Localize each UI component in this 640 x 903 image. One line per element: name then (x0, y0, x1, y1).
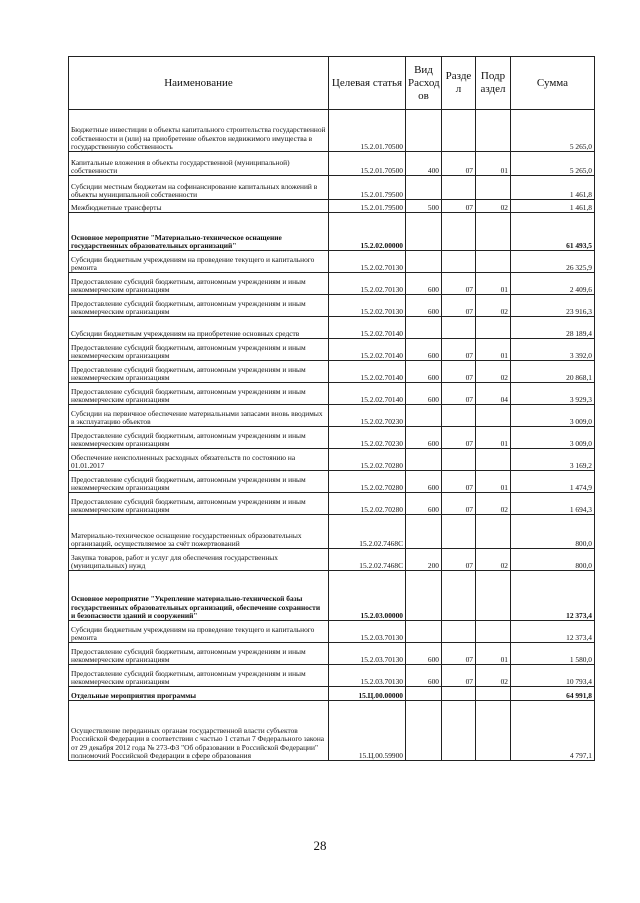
cell-name: Основное мероприятие "Укрепление материально-технической базы государственных образовательных организаций, обеспечение сохранности и безопасности зданий и сооружений" (69, 571, 329, 621)
table-row (69, 427, 595, 449)
cell-code: 15.Ц.00.00000 (329, 687, 406, 701)
cell-subsection (476, 701, 511, 761)
cell-expense-type (406, 701, 442, 761)
cell-sum: 23 916,3 (511, 295, 595, 317)
cell-expense-type: 400 (406, 152, 442, 176)
cell-subsection: 02 (476, 200, 511, 213)
cell-subsection: 02 (476, 549, 511, 571)
cell-name: Субсидии местным бюджетам на софинансирование капитальных вложений в объекты муниципальной собственности (69, 176, 329, 200)
cell-name: Капитальные вложения в объекты государственной (муниципальной) собственности (69, 152, 329, 176)
table-row (69, 295, 595, 317)
table-row (69, 317, 595, 339)
header-code: Целевая статья (329, 57, 406, 110)
cell-expense-type: 600 (406, 383, 442, 405)
cell-section (442, 515, 476, 549)
cell-name: Предоставление субсидий бюджетным, автономным учреждениям и иным некоммерческим организациям (69, 383, 329, 405)
cell-name: Предоставление субсидий бюджетным, автономным учреждениям и иным некоммерческим организациям (69, 361, 329, 383)
cell-name: Отдельные мероприятия программы (69, 687, 329, 701)
cell-section: 07 (442, 549, 476, 571)
cell-expense-type: 200 (406, 549, 442, 571)
cell-expense-type: 600 (406, 427, 442, 449)
cell-name: Субсидии бюджетным учреждениям на проведение текущего и капитального ремонта (69, 251, 329, 273)
cell-code: 15.2.03.70130 (329, 621, 406, 643)
cell-sum: 2 409,6 (511, 273, 595, 295)
cell-code: 15.2.02.70140 (329, 361, 406, 383)
cell-section: 07 (442, 295, 476, 317)
cell-expense-type: 600 (406, 643, 442, 665)
cell-subsection (476, 110, 511, 152)
cell-name: Осуществление переданных органам государственной власти субъектов Российской Федерации в соответствии с частью 1 статьи 7 Федерального закона от 29 декабря 2012 года № 273-ФЗ "Об образовании в Российской Федерации" полномочий Российской Федерации в сфере образования (69, 701, 329, 761)
cell-code: 15.2.01.70500 (329, 152, 406, 176)
cell-subsection: 01 (476, 273, 511, 295)
cell-section: 07 (442, 427, 476, 449)
header-sum: Сумма (511, 57, 595, 110)
cell-name: Предоставление субсидий бюджетным, автономным учреждениям и иным некоммерческим организациям (69, 493, 329, 515)
cell-name: Субсидии на первичное обеспечение материальными запасами вновь вводимых в эксплуатацию объектов (69, 405, 329, 427)
cell-code: 15.2.01.79500 (329, 200, 406, 213)
cell-expense-type (406, 317, 442, 339)
budget-table (68, 56, 595, 761)
cell-expense-type (406, 213, 442, 251)
cell-expense-type: 600 (406, 295, 442, 317)
table-row (69, 251, 595, 273)
cell-section: 07 (442, 200, 476, 213)
cell-subsection: 02 (476, 493, 511, 515)
cell-name: Субсидии бюджетным учреждениям на приобретение основных средств (69, 317, 329, 339)
cell-code: 15.2.02.70130 (329, 251, 406, 273)
cell-sum: 5 265,0 (511, 152, 595, 176)
cell-name: Закупка товаров, работ и услуг для обеспечения государственных (муниципальных) нужд (69, 549, 329, 571)
cell-expense-type: 600 (406, 665, 442, 687)
cell-section: 07 (442, 361, 476, 383)
cell-section (442, 317, 476, 339)
cell-sum: 3 929,3 (511, 383, 595, 405)
cell-expense-type: 600 (406, 493, 442, 515)
cell-section: 07 (442, 383, 476, 405)
cell-name: Обеспечение неисполненных расходных обязательств по состоянию на 01.01.2017 (69, 449, 329, 471)
table-row (69, 549, 595, 571)
cell-sum: 10 793,4 (511, 665, 595, 687)
cell-code: 15.2.02.70280 (329, 449, 406, 471)
cell-section (442, 571, 476, 621)
cell-subsection (476, 213, 511, 251)
table-row (69, 493, 595, 515)
cell-expense-type (406, 251, 442, 273)
cell-code: 15.Ц.00.59900 (329, 701, 406, 761)
cell-sum: 1 474,9 (511, 471, 595, 493)
cell-expense-type: 600 (406, 339, 442, 361)
cell-name: Субсидии бюджетным учреждениям на проведение текущего и капитального ремонта (69, 621, 329, 643)
cell-code: 15.2.02.70140 (329, 317, 406, 339)
table-row (69, 405, 595, 427)
cell-subsection: 01 (476, 152, 511, 176)
table-row (69, 571, 595, 621)
cell-section: 07 (442, 273, 476, 295)
cell-name: Предоставление субсидий бюджетным, автономным учреждениям и иным некоммерческим организациям (69, 471, 329, 493)
cell-code: 15.2.03.00000 (329, 571, 406, 621)
cell-sum: 3 392,0 (511, 339, 595, 361)
cell-subsection (476, 621, 511, 643)
cell-expense-type: 600 (406, 361, 442, 383)
table-row (69, 515, 595, 549)
cell-expense-type (406, 110, 442, 152)
cell-section (442, 405, 476, 427)
page-number: 28 (313, 838, 327, 853)
table-row (69, 152, 595, 176)
cell-subsection (476, 571, 511, 621)
cell-code: 15.2.02.70280 (329, 493, 406, 515)
cell-section: 07 (442, 493, 476, 515)
header-name: Наименование (69, 57, 329, 110)
cell-code: 15.2.02.70280 (329, 471, 406, 493)
table-row (69, 213, 595, 251)
table-row (69, 621, 595, 643)
cell-code: 15.2.03.70130 (329, 643, 406, 665)
cell-subsection (476, 405, 511, 427)
cell-expense-type (406, 515, 442, 549)
cell-name: Предоставление субсидий бюджетным, автономным учреждениям и иным некоммерческим организациям (69, 273, 329, 295)
cell-name: Предоставление субсидий бюджетным, автономным учреждениям и иным некоммерческим организациям (69, 295, 329, 317)
cell-section (442, 621, 476, 643)
cell-sum: 12 373,4 (511, 571, 595, 621)
cell-section: 07 (442, 471, 476, 493)
cell-code: 15.2.02.70130 (329, 273, 406, 295)
cell-subsection: 04 (476, 383, 511, 405)
cell-code: 15.2.02.70230 (329, 427, 406, 449)
table-row (69, 643, 595, 665)
cell-subsection (476, 317, 511, 339)
cell-subsection (476, 515, 511, 549)
cell-section (442, 687, 476, 701)
cell-expense-type: 600 (406, 273, 442, 295)
cell-code: 15.2.02.00000 (329, 213, 406, 251)
cell-expense-type (406, 405, 442, 427)
cell-subsection: 01 (476, 339, 511, 361)
cell-subsection (476, 251, 511, 273)
cell-section (442, 110, 476, 152)
table-row (69, 176, 595, 200)
cell-subsection (476, 176, 511, 200)
cell-section: 07 (442, 665, 476, 687)
cell-expense-type (406, 449, 442, 471)
cell-name: Бюджетные инвестиции в объекты капитального строительства государственной собственности и (или) на приобретение объектов недвижимого имущества в государственную собственность (69, 110, 329, 152)
cell-name: Материально-техническое оснащение государственных образовательных организаций, осуществляемое за счёт пожертвований (69, 515, 329, 549)
cell-subsection: 02 (476, 665, 511, 687)
cell-section (442, 449, 476, 471)
cell-expense-type: 600 (406, 471, 442, 493)
cell-sum: 12 373,4 (511, 621, 595, 643)
cell-section: 07 (442, 152, 476, 176)
cell-sum: 800,0 (511, 515, 595, 549)
cell-name: Межбюджетные трансферты (69, 200, 329, 213)
cell-code: 15.2.03.70130 (329, 665, 406, 687)
cell-section (442, 213, 476, 251)
cell-expense-type (406, 621, 442, 643)
table-row (69, 471, 595, 493)
cell-subsection: 02 (476, 361, 511, 383)
table-row (69, 687, 595, 701)
cell-code: 15.2.02.70230 (329, 405, 406, 427)
cell-sum: 1 461,8 (511, 200, 595, 213)
cell-name: Основное мероприятие "Материально-техническое оснащение государственных образовательных организаций" (69, 213, 329, 251)
cell-name: Предоставление субсидий бюджетным, автономным учреждениям и иным некоммерческим организациям (69, 665, 329, 687)
cell-sum: 1 694,3 (511, 493, 595, 515)
cell-sum: 1 461,8 (511, 176, 595, 200)
cell-section: 07 (442, 339, 476, 361)
cell-subsection (476, 687, 511, 701)
cell-sum: 26 325,9 (511, 251, 595, 273)
cell-expense-type (406, 176, 442, 200)
cell-sum: 3 169,2 (511, 449, 595, 471)
table-row (69, 361, 595, 383)
cell-sum: 20 868,1 (511, 361, 595, 383)
table-row (69, 449, 595, 471)
table-row (69, 339, 595, 361)
cell-subsection: 02 (476, 295, 511, 317)
table-header-row (69, 57, 595, 110)
cell-expense-type (406, 571, 442, 621)
cell-name: Предоставление субсидий бюджетным, автономным учреждениям и иным некоммерческим организациям (69, 339, 329, 361)
cell-section (442, 701, 476, 761)
cell-sum: 5 265,0 (511, 110, 595, 152)
cell-expense-type (406, 687, 442, 701)
table-row (69, 665, 595, 687)
cell-subsection (476, 449, 511, 471)
cell-expense-type: 500 (406, 200, 442, 213)
table-row (69, 110, 595, 152)
table-row (69, 383, 595, 405)
cell-sum: 800,0 (511, 549, 595, 571)
cell-section (442, 176, 476, 200)
cell-sum: 4 797,1 (511, 701, 595, 761)
table-row (69, 701, 595, 761)
cell-sum: 3 009,0 (511, 405, 595, 427)
cell-code: 15.2.02.70140 (329, 383, 406, 405)
cell-sum: 64 991,8 (511, 687, 595, 701)
cell-sum: 1 580,0 (511, 643, 595, 665)
cell-name: Предоставление субсидий бюджетным, автономным учреждениям и иным некоммерческим организациям (69, 427, 329, 449)
header-subsection: Подр аздел (476, 57, 511, 110)
cell-name: Предоставление субсидий бюджетным, автономным учреждениям и иным некоммерческим организациям (69, 643, 329, 665)
cell-code: 15.2.02.7468С (329, 515, 406, 549)
cell-subsection: 01 (476, 427, 511, 449)
cell-sum: 61 493,5 (511, 213, 595, 251)
cell-sum: 28 189,4 (511, 317, 595, 339)
cell-sum: 3 009,0 (511, 427, 595, 449)
cell-subsection: 01 (476, 471, 511, 493)
cell-code: 15.2.02.70130 (329, 295, 406, 317)
table-row (69, 273, 595, 295)
cell-code: 15.2.02.7468С (329, 549, 406, 571)
cell-code: 15.2.01.70500 (329, 110, 406, 152)
cell-code: 15.2.01.79500 (329, 176, 406, 200)
table-row (69, 200, 595, 213)
cell-subsection: 01 (476, 643, 511, 665)
table-body (69, 110, 595, 761)
cell-section (442, 251, 476, 273)
cell-section: 07 (442, 643, 476, 665)
cell-code: 15.2.02.70140 (329, 339, 406, 361)
header-section: Разде л (442, 57, 476, 110)
header-expense-type: Вид Расход ов (406, 57, 442, 110)
